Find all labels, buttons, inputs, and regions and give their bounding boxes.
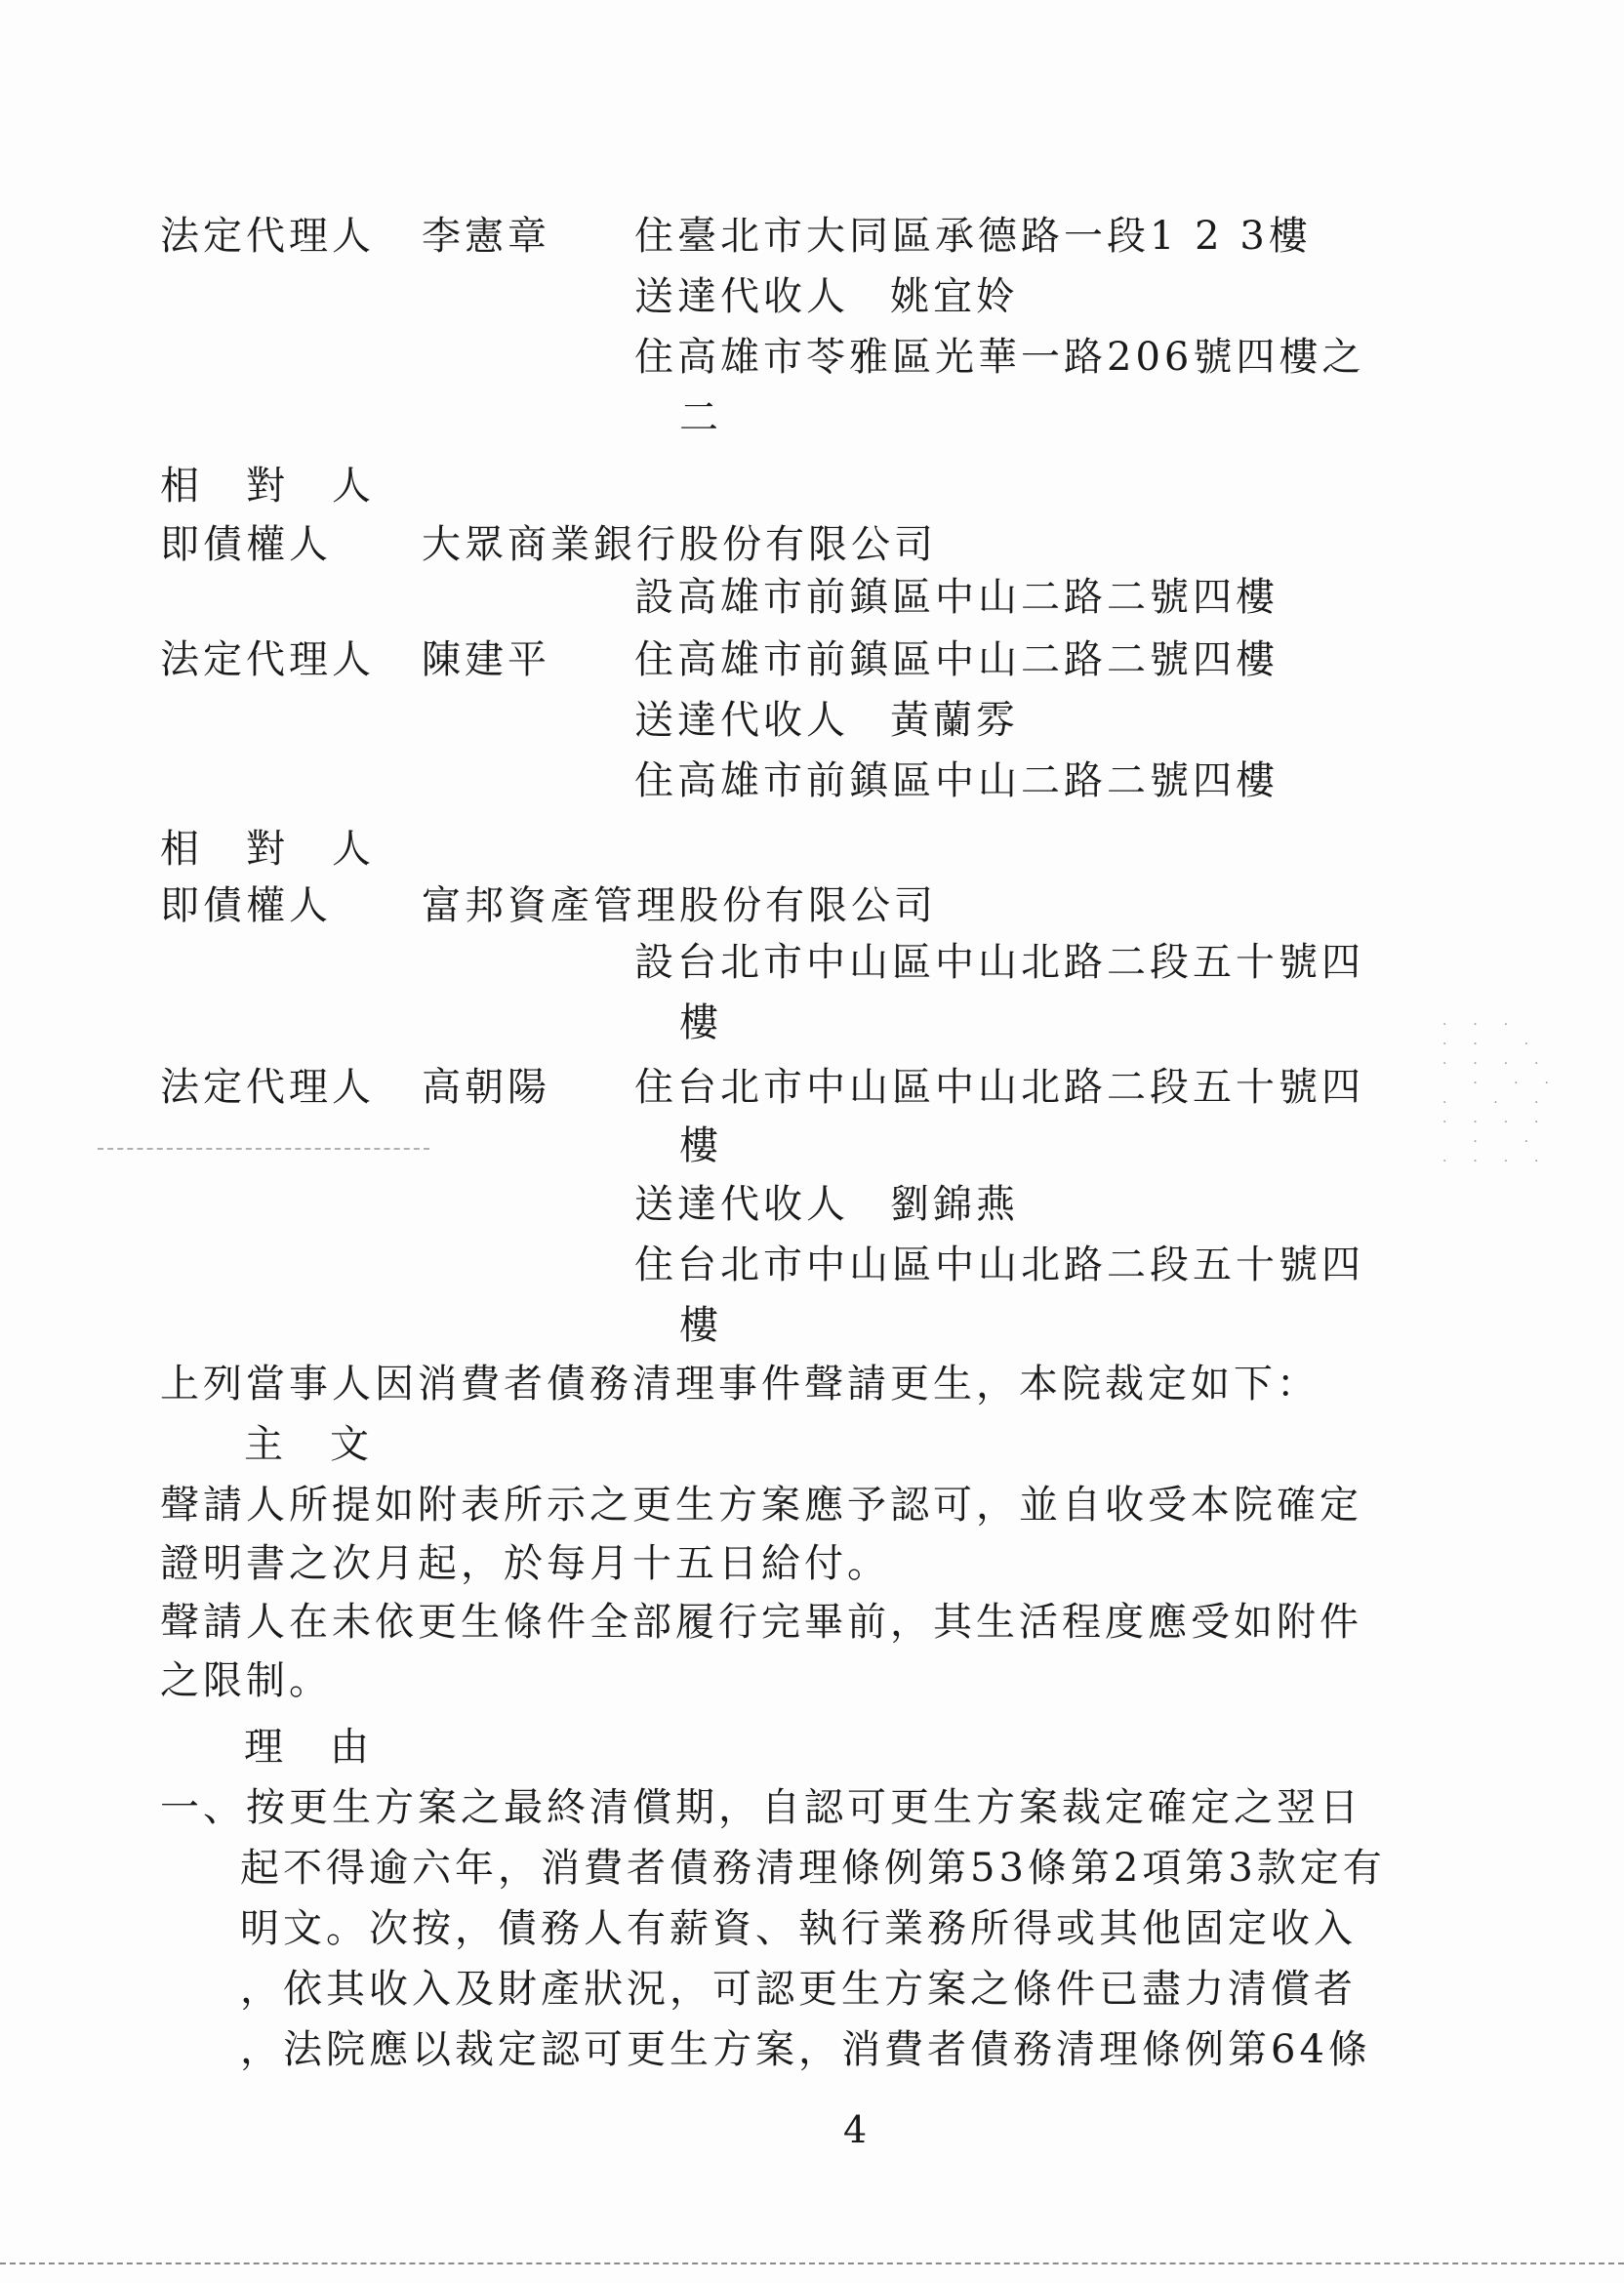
intro-paragraph: 上列當事人因消費者債務清理事件聲請更生，本院裁定如下： [160,1362,1320,1406]
rep3-address-line1: 住台北市中山區中山北路二段五十號四 [634,1065,1364,1110]
agent3-address-line2: 樓 [679,1303,722,1348]
rep2-role: 法定代理人 [160,637,375,682]
agent3-name: 劉錦燕 [890,1182,1019,1227]
rep1-role: 法定代理人 [160,214,375,259]
page-bottom-edge [0,2263,1624,2264]
page-number: 4 [843,2108,868,2151]
reason-1-line4: ，依其收入及財產狀況，可認更生方案之條件已盡力清償者 [240,1967,1357,2012]
reason-1-line3: 明文。次按，債務人有薪資、執行業務所得或其他固定收入 [240,1906,1357,1951]
rep1-address: 住臺北市大同區承德路一段1 2 3樓 [634,214,1312,259]
rep2-name: 陳建平 [422,637,550,682]
main-heading: 主 文 [244,1422,373,1467]
reason-heading: 理 由 [244,1725,373,1770]
opp3-name: 富邦資產管理股份有限公司 [422,883,937,928]
opp3-sub: 即債權人 [160,883,332,928]
rep3-role: 法定代理人 [160,1065,375,1110]
opp2-name: 大眾商業銀行股份有限公司 [422,522,937,567]
agent3-address-line1: 住台北市中山區中山北路二段五十號四 [634,1243,1364,1287]
agent1-address-line1: 住高雄市苓雅區光華一路206號四樓之 [634,335,1365,380]
opp3-address-line2: 樓 [679,1000,722,1045]
main-item1-line2: 證明書之次月起，於每月十五日給付。 [160,1541,890,1586]
main-item2-line1: 聲請人在未依更生條件全部履行完畢前，其生活程度應受如附件 [160,1600,1362,1645]
rep3-address-line2: 樓 [679,1123,722,1168]
agent3-label: 送達代收人 [634,1182,849,1227]
opp2-address: 設高雄市前鎮區中山二路二號四樓 [634,575,1279,620]
opp3-address-line1: 設台北市中山區中山北路二段五十號四 [634,940,1364,985]
rep2-address: 住高雄市前鎮區中山二路二號四樓 [634,637,1279,682]
opp2-sub: 即債權人 [160,522,332,567]
reason-1-line2: 起不得逾六年，消費者債務清理條例第53條第2項第3款定有 [240,1846,1386,1891]
scan-noise: · · · · · · · · · · · · · · · · · · · · · · · · · · [1442,1017,1555,1169]
agent2-label: 送達代收人 [634,698,849,743]
scan-line [98,1148,429,1150]
rep3-name: 高朝陽 [422,1065,550,1110]
reason-1-line5: ，法院應以裁定認可更生方案，消費者債務清理條例第64條 [240,2027,1371,2072]
opp3-role: 相 對 人 [160,827,375,872]
agent2-name: 黃蘭雰 [890,698,1019,743]
reason-1-line1: 一、按更生方案之最終清償期，自認可更生方案裁定確定之翌日 [160,1785,1362,1830]
opp2-role: 相 對 人 [160,464,375,509]
agent1-name: 姚宜姈 [890,274,1019,319]
main-item1-line1: 聲請人所提如附表所示之更生方案應予認可，並自收受本院確定 [160,1483,1362,1528]
agent2-address: 住高雄市前鎮區中山二路二號四樓 [634,758,1279,803]
rep1-name: 李憲章 [422,214,550,259]
agent1-label: 送達代收人 [634,274,849,319]
agent1-address-line2: 二 [679,395,722,440]
main-item2-line2: 之限制。 [160,1658,332,1703]
